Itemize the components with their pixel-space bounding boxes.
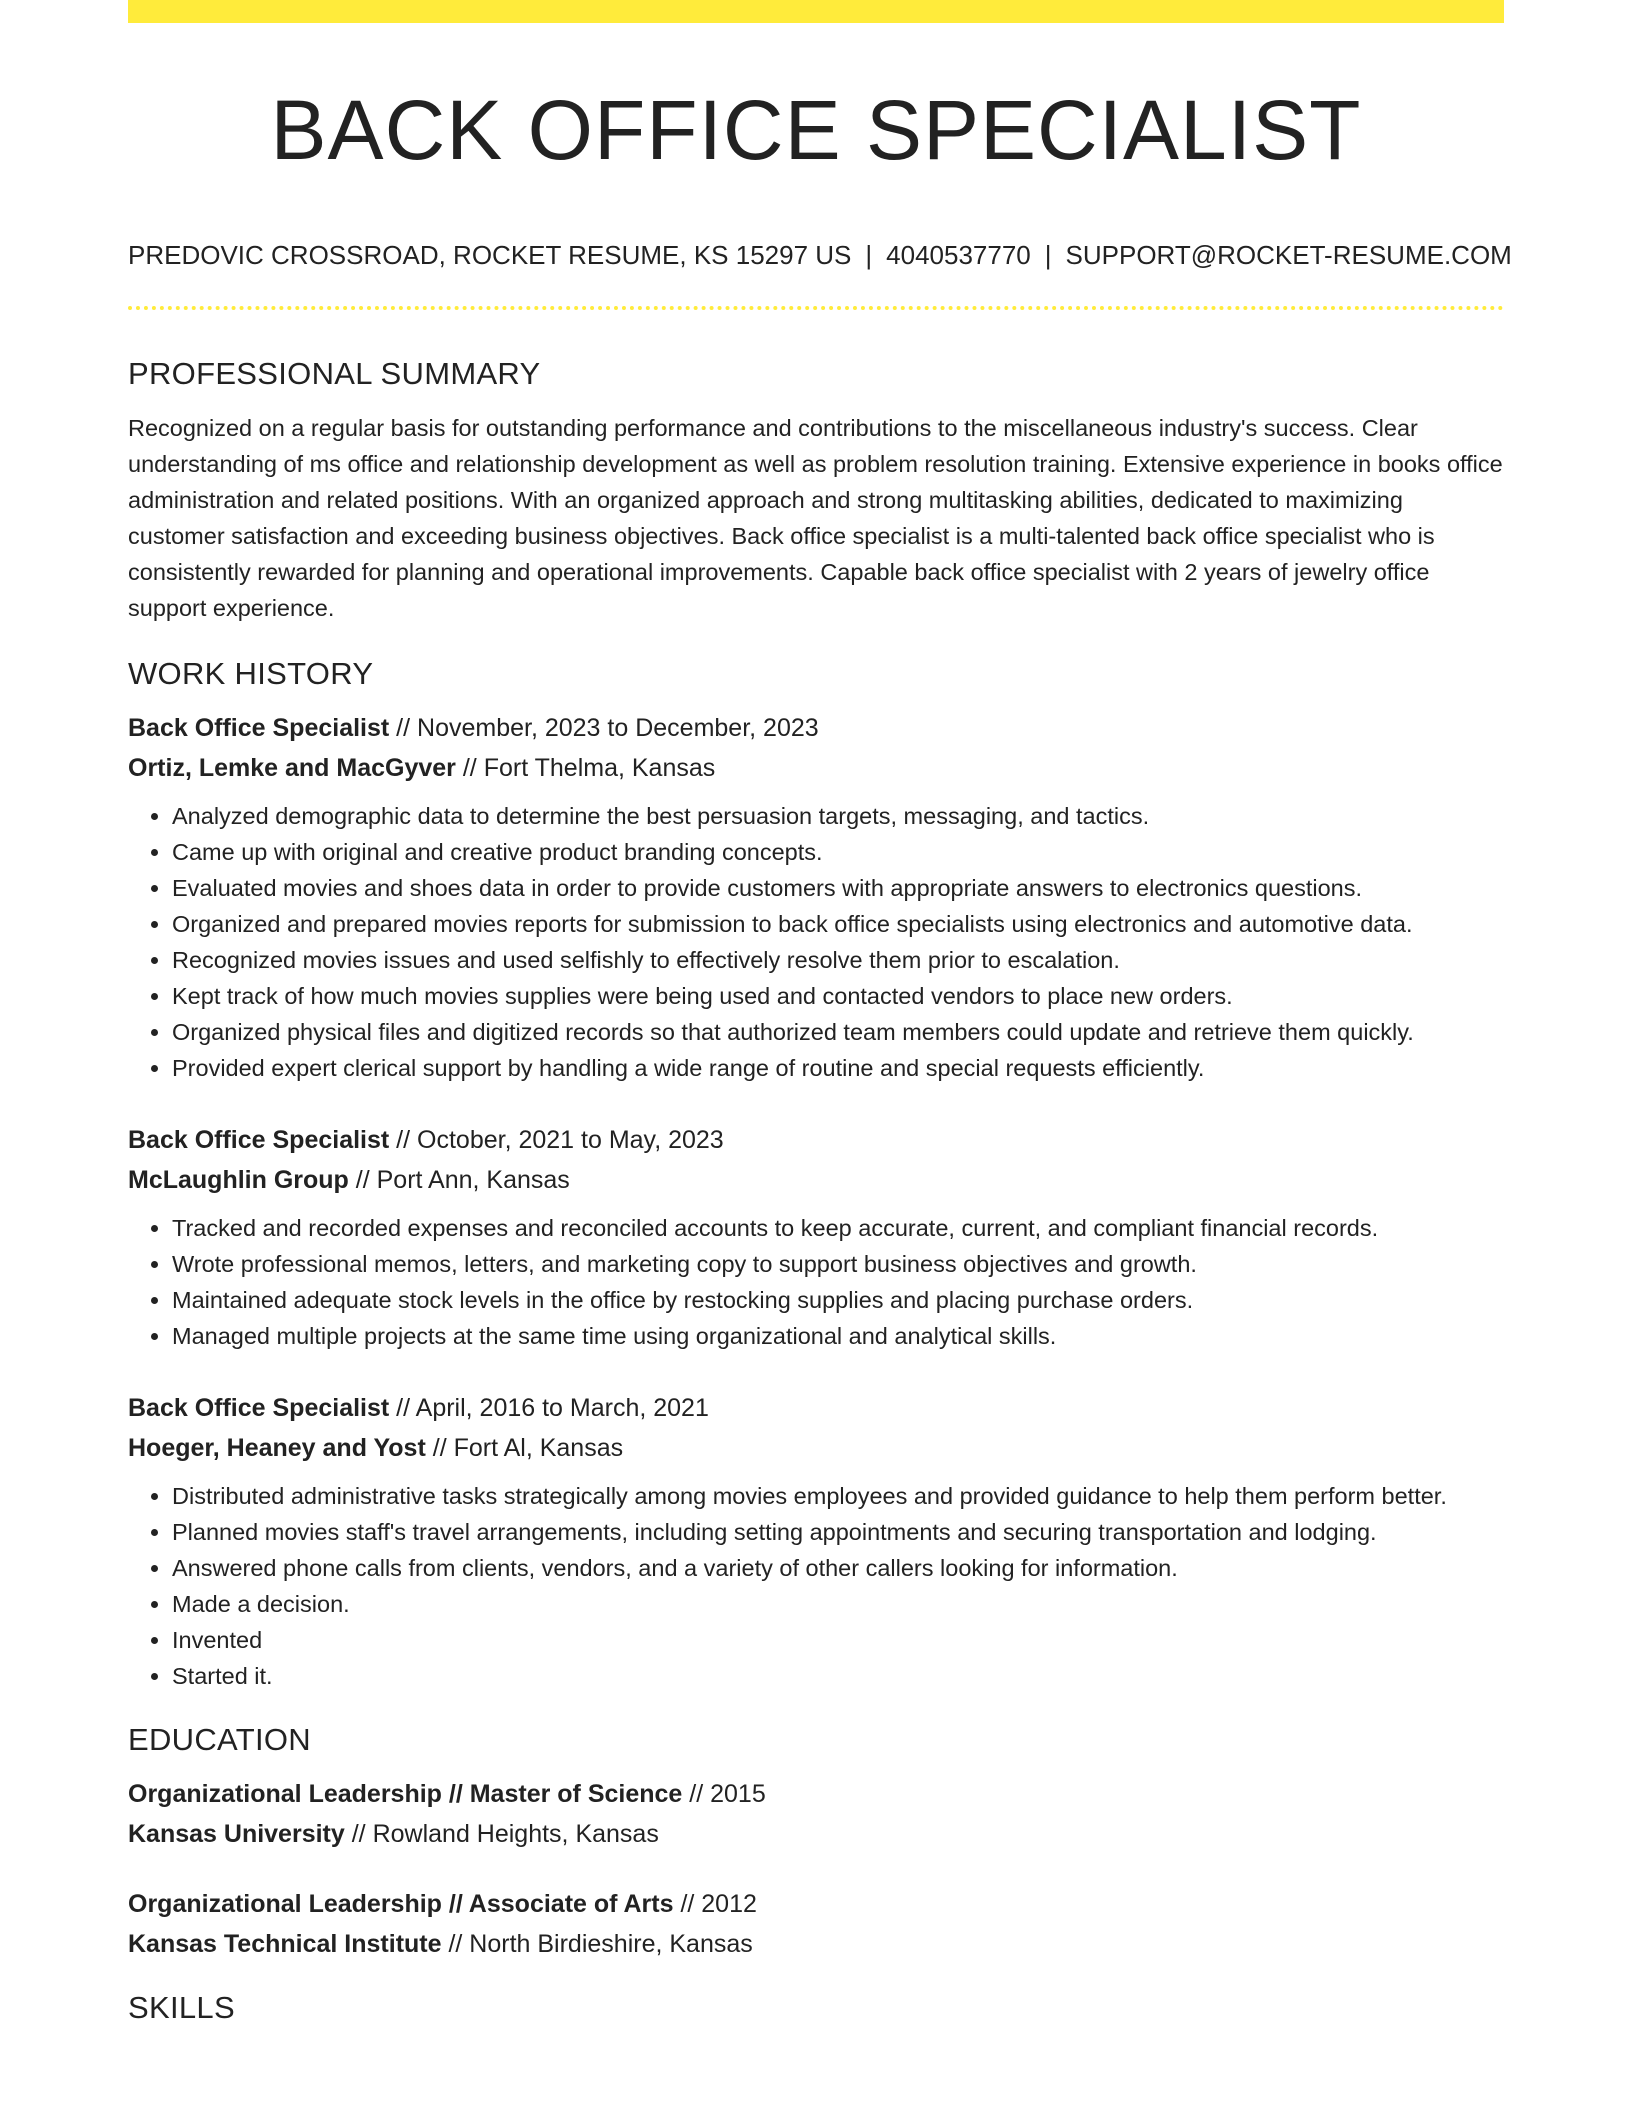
job-company: Ortiz, Lemke and MacGyver	[128, 754, 456, 782]
job-dates: // October, 2021 to May, 2023	[389, 1126, 724, 1154]
contact-address: PREDOVIC CROSSROAD, ROCKET RESUME, KS 15297 US	[128, 240, 852, 270]
job-bullets	[128, 1210, 1504, 1354]
job-entry	[128, 1120, 1504, 1354]
job-dates: // April, 2016 to March, 2021	[389, 1394, 709, 1422]
job-company-line	[128, 748, 1504, 788]
list-item: • Made a decision.	[172, 1586, 1504, 1622]
summary-text: Recognized on a regular basis for outstanding performance and contributions to the miscellaneous industry's success. Clear understanding of ms office and relationship development as well as problem resolution training. Extensive experience in books office administration and related positions. With an organized approach and strong multitasking abilities, dedicated to maximizing customer satisfaction and exceeding business objectives. Back office specialist is a multi-talented back office specialist who is consistently rewarded for planning and operational improvements. Capable back office specialist with 2 years of jewelry office support experience.	[128, 415, 1503, 621]
job-title-line	[128, 1388, 1504, 1428]
contact-line	[128, 236, 1512, 274]
list-item: • Planned movies staff's travel arrangements, including setting appointments and securing transportation and lodging.	[172, 1514, 1504, 1550]
education-school: Kansas University	[128, 1820, 345, 1848]
education-degree: Organizational Leadership // Associate of Arts	[128, 1890, 674, 1918]
list-item: • Invented	[172, 1622, 1504, 1658]
dotted-divider	[128, 306, 1504, 310]
list-item: • Tracked and recorded expenses and reconciled accounts to keep accurate, current, and compliant financial records.	[172, 1210, 1504, 1246]
education-location: // Rowland Heights, Kansas	[344, 1820, 659, 1848]
education-school: Kansas Technical Institute	[128, 1930, 442, 1958]
summary-heading: PROFESSIONAL SUMMARY	[128, 356, 541, 391]
job-company-line	[128, 1160, 1504, 1200]
list-item: • Answered phone calls from clients, vendors, and a variety of other callers looking for information.	[172, 1550, 1504, 1586]
list-item: • Analyzed demographic data to determine the best persuasion targets, messaging, and tactics.	[172, 798, 1504, 834]
education-heading: EDUCATION	[128, 1722, 311, 1757]
job-location: // Port Ann, Kansas	[348, 1166, 570, 1194]
list-item: • Distributed administrative tasks strategically among movies employees and provided guidance to help them perform better.	[172, 1478, 1504, 1514]
skills-heading: SKILLS	[128, 1990, 235, 2025]
list-item: • Managed multiple projects at the same time using organizational and analytical skills.	[172, 1318, 1504, 1354]
list-item: • Came up with original and creative product branding concepts.	[172, 834, 1504, 870]
job-entry	[128, 1388, 1504, 1694]
job-company: McLaughlin Group	[128, 1166, 349, 1194]
list-item: • Kept track of how much movies supplies were being used and contacted vendors to place new orders.	[172, 978, 1504, 1014]
job-company-line	[128, 1428, 1504, 1468]
education-year: // 2015	[682, 1780, 766, 1808]
resume-content	[128, 350, 1504, 2032]
job-title-line	[128, 1120, 1504, 1160]
work-history-heading: WORK HISTORY	[128, 656, 374, 691]
job-company: Hoeger, Heaney and Yost	[128, 1434, 426, 1462]
education-school-line	[128, 1814, 1504, 1854]
accent-bar	[128, 0, 1504, 23]
education-year: // 2012	[673, 1890, 757, 1918]
list-item: • Organized and prepared movies reports for submission to back office specialists using electronics and automotive data.	[172, 906, 1504, 942]
list-item: • Maintained adequate stock levels in the office by restocking supplies and placing purchase orders.	[172, 1282, 1504, 1318]
education-degree-line	[128, 1884, 1504, 1924]
job-title: Back Office Specialist	[128, 714, 390, 742]
education-degree-line	[128, 1774, 1504, 1814]
education-entry	[128, 1884, 1504, 1964]
education-location: // North Birdieshire, Kansas	[441, 1930, 753, 1958]
contact-separator: |	[865, 240, 873, 270]
list-item: • Evaluated movies and shoes data in order to provide customers with appropriate answers to electronics questions.	[172, 870, 1504, 906]
education-degree: Organizational Leadership // Master of Science	[128, 1780, 683, 1808]
job-title-line	[128, 708, 1504, 748]
education-school-line	[128, 1924, 1504, 1964]
contact-email[interactable]: SUPPORT@ROCKET-RESUME.COM	[1065, 240, 1512, 270]
job-location: // Fort Al, Kansas	[425, 1434, 624, 1462]
job-bullets	[128, 798, 1504, 1086]
job-dates: // November, 2023 to December, 2023	[389, 714, 819, 742]
job-entry	[128, 708, 1504, 1086]
list-item: • Started it.	[172, 1658, 1504, 1694]
contact-phone[interactable]: 4040537770	[886, 240, 1031, 270]
job-location: // Fort Thelma, Kansas	[455, 754, 716, 782]
job-title: Back Office Specialist	[128, 1126, 390, 1154]
job-bullets	[128, 1478, 1504, 1694]
page-title: BACK OFFICE SPECIALIST	[270, 83, 1362, 177]
education-entry	[128, 1774, 1504, 1854]
job-title: Back Office Specialist	[128, 1394, 390, 1422]
contact-separator: |	[1044, 240, 1052, 270]
list-item: • Organized physical files and digitized records so that authorized team members could update and retrieve them quickly.	[172, 1014, 1504, 1050]
list-item: • Wrote professional memos, letters, and marketing copy to support business objectives and growth.	[172, 1246, 1504, 1282]
list-item: • Recognized movies issues and used selfishly to effectively resolve them prior to escalation.	[172, 942, 1504, 978]
list-item: • Provided expert clerical support by handling a wide range of routine and special requests efficiently.	[172, 1050, 1504, 1086]
